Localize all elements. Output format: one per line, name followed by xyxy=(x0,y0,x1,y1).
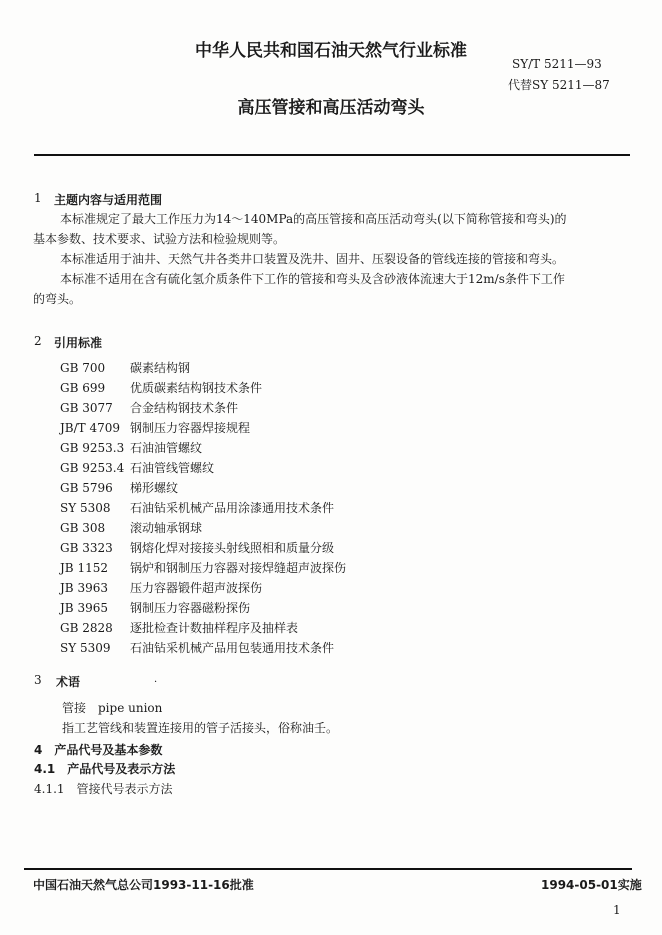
section-1-para-3a: 本标准不适用在含有硫化氢介质条件下工作的管接和弯头及含砂液体流速大于12m/s条件下工作 xyxy=(60,272,565,286)
reference-code: GB 308 xyxy=(60,521,106,535)
implementation-date: 1994-05-01实施 xyxy=(541,878,642,892)
reference-title: 石油管线管螺纹 xyxy=(130,461,215,475)
reference-code: SY 5309 xyxy=(60,641,111,655)
reference-code: JB 3965 xyxy=(60,601,108,615)
reference-code: JB 1152 xyxy=(60,561,108,575)
reference-code: GB 9253.4 xyxy=(60,461,125,475)
section-4-1-1-heading: 4.1.1 管接代号表示方法 xyxy=(34,782,173,796)
reference-item xyxy=(60,539,334,556)
standard-code: SY/T 5211—93 xyxy=(512,57,602,71)
section-1-para-2: 本标准适用于油井、天然气井各类井口装置及洗井、固井、压裂设备的管线连接的管接和弯头。 xyxy=(60,252,565,266)
reference-code: JB/T 4709 xyxy=(60,421,121,435)
replaced-standard: 代替SY 5211—87 xyxy=(508,78,610,92)
reference-item xyxy=(60,439,202,456)
reference-code: GB 2828 xyxy=(60,621,113,635)
reference-item xyxy=(60,479,178,496)
reference-item xyxy=(60,639,334,656)
header-divider xyxy=(34,154,630,156)
section-1-para-3b: 的弯头。 xyxy=(33,292,82,306)
reference-title: 钢制压力容器磁粉探伤 xyxy=(130,601,251,615)
section-1-para-1a: 本标准规定了最大工作压力为14～140MPa的高压管接和高压活动弯头(以下简称管接和弯头)的 xyxy=(60,212,567,226)
page-number: 1 xyxy=(613,903,621,917)
term-definition: 指工艺管线和装置连接用的管子活接头，俗称油壬。 xyxy=(62,721,339,735)
section-3-number: 3 xyxy=(34,673,42,687)
reference-title: 石油钻采机械产品用涂漆通用技术条件 xyxy=(130,501,335,515)
reference-code: JB 3963 xyxy=(60,581,108,595)
reference-code: SY 5308 xyxy=(60,501,111,515)
reference-title: 合金结构钢技术条件 xyxy=(130,401,239,415)
reference-code: GB 5796 xyxy=(60,481,113,495)
standard-category: 中华人民共和国石油天然气行业标准 xyxy=(195,41,467,61)
reference-item xyxy=(60,379,262,396)
reference-title: 压力容器锻件超声波探伤 xyxy=(130,581,263,595)
reference-title: 石油钻采机械产品用包装通用技术条件 xyxy=(130,641,335,655)
reference-item xyxy=(60,559,346,576)
reference-title: 碳素结构钢 xyxy=(130,361,191,375)
section-2-number: 2 xyxy=(34,334,42,348)
reference-code: GB 3077 xyxy=(60,401,113,415)
reference-item xyxy=(60,399,238,416)
reference-title: 钢制压力容器焊接规程 xyxy=(130,421,251,435)
section-4-1-heading: 4.1 产品代号及表示方法 xyxy=(34,762,176,776)
section-4-heading: 4 产品代号及基本参数 xyxy=(34,743,163,757)
reference-title: 优质碳素结构钢技术条件 xyxy=(130,381,263,395)
section-1-number: 1 xyxy=(34,191,42,205)
reference-item xyxy=(60,419,250,436)
reference-item xyxy=(60,599,250,616)
approval-line: 中国石油天然气总公司1993-11-16批准 xyxy=(33,878,254,892)
reference-item xyxy=(60,519,202,536)
reference-code: GB 700 xyxy=(60,361,106,375)
section-1-heading: 主题内容与适用范围 xyxy=(54,193,163,207)
section-1-para-1b: 基本参数、技术要求、试验方法和检验规则等。 xyxy=(33,232,286,246)
reference-item xyxy=(60,619,298,636)
reference-title: 石油油管螺纹 xyxy=(130,441,203,455)
reference-item xyxy=(60,579,262,596)
reference-item xyxy=(60,459,214,476)
section-2-heading: 引用标准 xyxy=(54,336,103,350)
reference-title: 钢熔化焊对接接头射线照相和质量分级 xyxy=(130,541,335,555)
reference-title: 锅炉和钢制压力容器对接焊缝超声波探伤 xyxy=(130,561,347,575)
scan-speck: · xyxy=(154,677,158,688)
reference-code: GB 3323 xyxy=(60,541,113,555)
reference-title: 滚动轴承钢球 xyxy=(130,521,203,535)
reference-code: GB 699 xyxy=(60,381,106,395)
section-3-heading: 术语 xyxy=(56,675,81,689)
document-title: 高压管接和高压活动弯头 xyxy=(237,98,425,118)
reference-title: 梯形螺纹 xyxy=(130,481,179,495)
reference-item xyxy=(60,499,334,516)
footer-divider xyxy=(24,868,632,870)
term-name: 管接 pipe union xyxy=(62,701,163,715)
reference-title: 逐批检查计数抽样程序及抽样表 xyxy=(130,621,299,635)
reference-code: GB 9253.3 xyxy=(60,441,125,455)
reference-item xyxy=(60,359,190,376)
